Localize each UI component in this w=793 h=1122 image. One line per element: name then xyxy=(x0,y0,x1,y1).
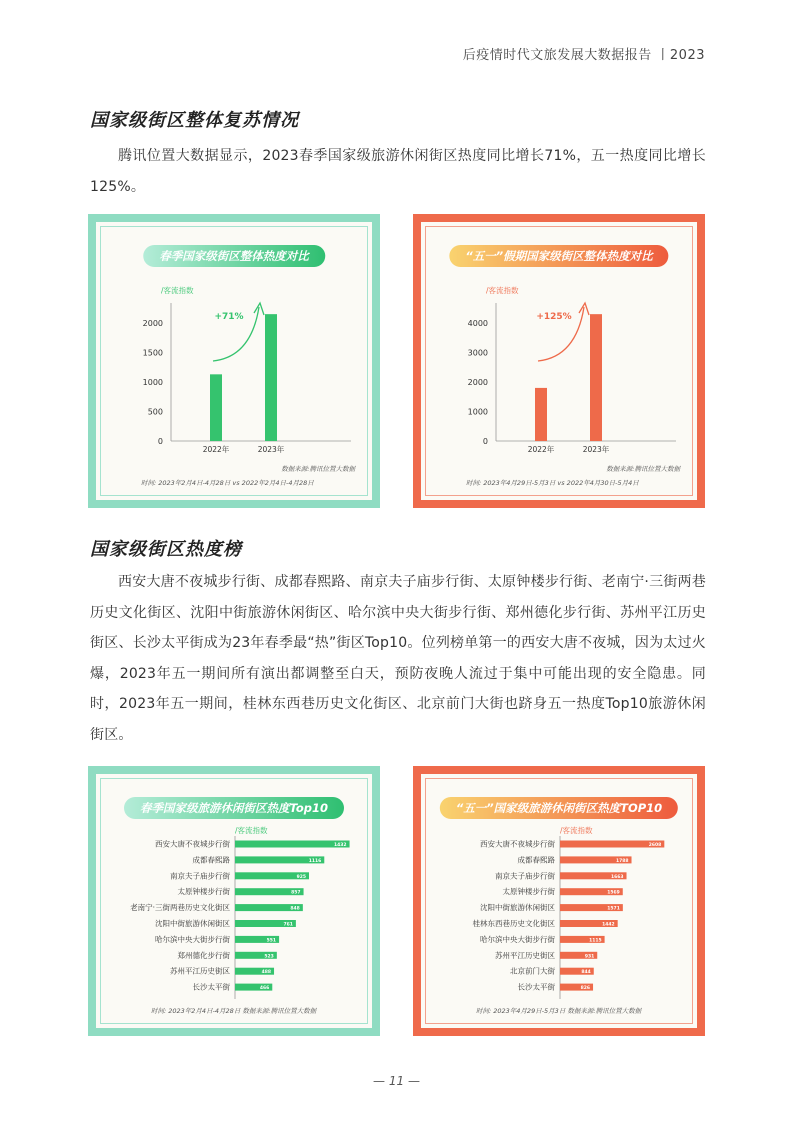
chart3-card xyxy=(88,766,380,1036)
chart4-title: “五一”国家级旅游休闲街区热度TOP10 xyxy=(440,797,678,819)
chart2-growth-label: +125% xyxy=(536,312,572,322)
section2-title: 国家级街区热度榜 xyxy=(90,539,242,560)
chart3-category-label: 沈阳中街旅游休闲街区 xyxy=(155,919,230,928)
chart3-value-label: 925 xyxy=(296,874,306,880)
chart2-bar xyxy=(535,388,547,441)
chart3-category-label: 西安大唐不夜城步行街 xyxy=(155,839,230,849)
chart3-title: 春季国家级旅游休闲街区热度Top10 xyxy=(124,797,344,819)
chart4-category-label: 苏州平江历史街区 xyxy=(495,950,555,960)
chart4-category-label: 南京夫子庙步行街 xyxy=(495,871,555,881)
chart1-growth-label: +71% xyxy=(214,312,244,322)
chart4-category-label: 太原钟楼步行街 xyxy=(502,887,555,897)
chart3-value-label: 1116 xyxy=(308,858,322,864)
report-header: 后疫情时代文旅发展大数据报告 丨2023 xyxy=(462,48,705,63)
chart2-ytick: 3000 xyxy=(467,348,488,358)
chart2-xtick: 2023年 xyxy=(582,445,610,454)
chart1-ytick: 500 xyxy=(147,407,163,417)
chart3-value-label: 848 xyxy=(290,906,300,912)
chart2-svg xyxy=(426,227,692,493)
chart2-source: 数据来源:腾讯位置大数据 xyxy=(606,465,680,473)
chart3-value-label: 551 xyxy=(266,938,277,944)
chart2-title: “五一”假期国家级街区整体热度对比 xyxy=(449,245,668,267)
page-number: — 11 — xyxy=(373,1074,420,1088)
chart3-value-label: 523 xyxy=(264,954,274,960)
chart3-category-label: 哈尔滨中央大街步行街 xyxy=(155,934,230,944)
chart3-value-label: 1432 xyxy=(334,843,347,848)
chart3-category-label: 郑州德化步行街 xyxy=(177,950,230,960)
chart2-ytick: 2000 xyxy=(467,378,488,387)
chart2-period: 时间: 2023年4月29日-5月3日 vs 2022年4月30日-5月4日 xyxy=(466,479,639,487)
chart4-value-label: 931 xyxy=(584,954,595,960)
chart4-category-label: 长沙太平街 xyxy=(517,982,555,992)
chart4-value-label: 2608 xyxy=(648,843,662,848)
chart3-value-label: 466 xyxy=(259,986,270,992)
chart1-bar xyxy=(265,314,277,441)
chart4-category-label: 北京前门大街 xyxy=(510,966,555,976)
chart4-svg xyxy=(426,779,692,1021)
chart3-category-label: 苏州平江历史街区 xyxy=(170,966,230,976)
chart1-source: 数据来源:腾讯位置大数据 xyxy=(281,465,355,473)
chart4-category-label: 哈尔滨中央大街步行街 xyxy=(480,934,555,944)
chart4-footer: 时间: 2023年4月29日-5月3日 数据来源:腾讯位置大数据 xyxy=(476,1007,642,1015)
chart4-category-label: 沈阳中街旅游休闲街区 xyxy=(480,903,555,913)
chart3-value-label: 488 xyxy=(261,970,272,976)
chart3-category-label: 老南宁·三街两巷历史文化街区 xyxy=(130,903,230,913)
section1-title: 国家级街区整体复苏情况 xyxy=(90,110,299,131)
chart3-category-label: 南京夫子庙步行街 xyxy=(170,871,230,881)
chart4-value-label: 1569 xyxy=(607,890,620,896)
chart1-ytick: 1500 xyxy=(142,348,163,358)
chart3-unit: /客流指数 xyxy=(235,826,268,835)
chart4-value-label: 1663 xyxy=(610,874,624,880)
chart1-card xyxy=(88,214,380,508)
chart4-value-label: 1442 xyxy=(602,922,615,928)
chart3-category-label: 长沙太平街 xyxy=(192,982,230,992)
chart4-value-label: 826 xyxy=(580,986,591,992)
chart3-bar xyxy=(235,841,350,848)
chart4-category-label: 西安大唐不夜城步行街 xyxy=(480,839,555,849)
chart2-ytick: 1000 xyxy=(467,407,488,417)
chart4-category-label: 桂林东西巷历史文化街区 xyxy=(472,919,555,928)
chart3-footer: 时间: 2023年2月4日-4月28日 数据来源:腾讯位置大数据 xyxy=(151,1007,317,1015)
chart2-ytick: 0 xyxy=(482,437,488,446)
chart1-title: 春季国家级街区整体热度对比 xyxy=(143,245,325,267)
chart4-card xyxy=(413,766,705,1036)
chart1-xtick: 2023年 xyxy=(257,445,285,454)
chart2-card xyxy=(413,214,705,508)
chart2-xtick: 2022年 xyxy=(527,445,555,454)
chart4-value-label: 844 xyxy=(581,970,591,976)
chart4-value-label: 1115 xyxy=(589,938,602,944)
chart1-ytick: 2000 xyxy=(142,319,163,328)
chart3-svg xyxy=(101,779,367,1021)
chart4-value-label: 1571 xyxy=(607,906,620,912)
chart2-unit: /客流指数 xyxy=(486,286,519,295)
section1-paragraph: 腾讯位置大数据显示，2023春季国家级旅游休闲街区热度同比增长71%，五一热度同比增长125%。 xyxy=(90,148,706,195)
chart1-ytick: 1000 xyxy=(142,378,163,387)
chart3-value-label: 761 xyxy=(283,922,293,928)
chart1-xtick: 2022年 xyxy=(202,445,230,454)
chart4-category-label: 成都春熙路 xyxy=(517,855,555,865)
chart3-category-label: 太原钟楼步行街 xyxy=(177,887,230,897)
chart1-ytick: 0 xyxy=(157,437,163,446)
chart1-bar xyxy=(210,374,222,441)
chart4-unit: /客流指数 xyxy=(560,826,593,835)
chart4-value-label: 1788 xyxy=(615,858,629,864)
chart3-value-label: 857 xyxy=(291,890,301,896)
chart2-ytick: 4000 xyxy=(467,319,488,328)
section2-paragraph: 西安大唐不夜城步行街、成都春熙路、南京夫子庙步行街、太原钟楼步行街、老南宁·三街两巷历史文化街区、沈阳中街旅游休闲街区、哈尔滨中央大街步行街、郑州德化步行街、苏州平江历史街区、长沙太平街成为23年春季最“热”街区Top10。位列榜单第一的西安大唐不夜城，因为太过火爆，2023年五一期间所有演出都调整至白天，预防夜晚人流过于集中可能出现的安全隐患。同时，2023年五一期间，桂林东西巷历史文化街区、北京前门大街也跻身五一热度Top10旅游休闲街区。 xyxy=(90,574,706,743)
chart1-svg xyxy=(101,227,367,493)
chart3-category-label: 成都春熙路 xyxy=(192,855,230,865)
chart2-bar xyxy=(590,314,602,441)
chart1-unit: /客流指数 xyxy=(161,286,194,295)
chart1-period: 时间: 2023年2月4日-4月28日 vs 2022年2月4日-4月28日 xyxy=(141,479,314,487)
